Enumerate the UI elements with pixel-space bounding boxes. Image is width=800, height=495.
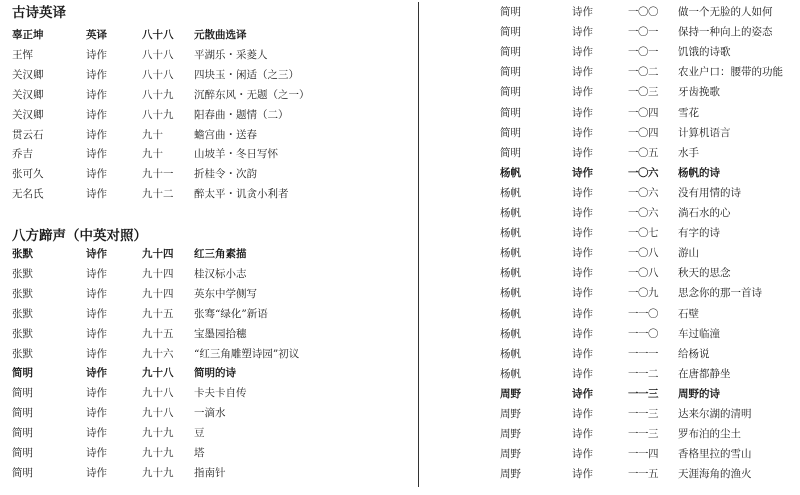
entry-page: 九十六 (142, 347, 174, 360)
entry-title: 计算机语言 (678, 126, 731, 139)
entry-type: 诗作 (86, 108, 107, 121)
entry-author: 周野 (500, 468, 521, 481)
entry-type: 诗作 (86, 148, 107, 161)
entry-author: 简明 (500, 6, 521, 18)
entry-type: 诗作 (572, 6, 593, 18)
entry-author: 杨帆 (500, 166, 521, 179)
entry-title: 张骞“绿化”新语 (194, 307, 268, 320)
entry-page: 八十八 (142, 48, 174, 61)
entry-type: 诗作 (572, 448, 593, 461)
column-divider (418, 2, 419, 487)
entry-page: 一〇一 (628, 46, 658, 59)
entry-author: 简明 (500, 66, 521, 79)
entry-type: 诗作 (86, 287, 107, 300)
entry-page: 九十五 (142, 327, 174, 340)
entry-type: 诗作 (86, 188, 107, 201)
entry-page: 九十八 (142, 367, 174, 380)
entry-type: 诗作 (572, 126, 593, 139)
entry-author: 杨帆 (500, 307, 521, 320)
entry-title: 塔 (194, 447, 205, 459)
entry-author: 杨帆 (500, 287, 521, 300)
entry-title: 农业户口：腰带的功能 (678, 66, 783, 79)
entry-title: 石壁 (678, 307, 699, 320)
entry-page: 九十二 (142, 188, 174, 201)
entry-title: 蟾宫曲・送春 (194, 128, 257, 141)
entry-page: 九十一 (142, 168, 174, 181)
entry-author: 辜正坤 (12, 29, 44, 41)
entry-title: 天涯海角的渔火 (678, 468, 752, 481)
entry-page: 九十 (142, 148, 163, 161)
entry-page: 一一一 (628, 347, 658, 360)
entry-page: 八十九 (142, 108, 174, 121)
entry-author: 贯云石 (12, 128, 44, 141)
entry-type: 诗作 (572, 247, 593, 260)
entry-type: 诗作 (572, 26, 593, 39)
entry-author: 简明 (12, 466, 33, 479)
entry-page: 一一五 (628, 468, 658, 481)
entry-author: 杨帆 (500, 267, 521, 280)
entry-page: 一〇四 (628, 126, 658, 139)
entry-title: 雪花 (678, 106, 699, 119)
entry-author: 简明 (12, 387, 33, 400)
section-heading: 八方蹄声（中英对照） (12, 228, 147, 244)
entry-page: 九十 (142, 128, 163, 141)
entry-page: 八十九 (142, 88, 174, 101)
entry-page: 一〇八 (628, 267, 658, 280)
entry-title: 车过临潼 (678, 327, 720, 340)
entry-author: 简明 (12, 447, 33, 459)
entry-type: 诗作 (572, 166, 593, 179)
entry-title: 英东中学侧写 (194, 287, 257, 300)
entry-type: 诗作 (86, 407, 107, 420)
entry-title: 牙齿挽歌 (678, 86, 720, 99)
entry-title: 红三角素描 (194, 248, 247, 260)
entry-type: 诗作 (572, 66, 593, 79)
entry-type: 诗作 (86, 466, 107, 479)
entry-type: 诗作 (86, 427, 107, 440)
entry-type: 诗作 (572, 146, 593, 159)
entry-author: 无名氏 (12, 188, 44, 201)
entry-type: 诗作 (86, 267, 107, 280)
entry-author: 关汉卿 (12, 88, 44, 101)
entry-author: 关汉卿 (12, 68, 44, 81)
entry-page: 九十九 (142, 427, 174, 440)
entry-author: 张默 (12, 287, 33, 300)
entry-title: 杨帆的诗 (678, 166, 720, 179)
entry-type: 诗作 (572, 307, 593, 320)
entry-type: 诗作 (572, 347, 593, 360)
entry-title: 平湖乐・采菱人 (194, 48, 268, 61)
entry-title: 四块玉・闲适（之三） (194, 68, 299, 81)
entry-type: 诗作 (86, 387, 107, 400)
entry-page: 一〇一 (628, 26, 658, 39)
entry-title: 在唐都静坐 (678, 367, 731, 380)
entry-page: 一〇〇 (628, 6, 658, 18)
entry-title: 游山 (678, 247, 699, 260)
entry-page: 九十五 (142, 307, 174, 320)
entry-type: 诗作 (572, 287, 593, 300)
entry-type: 诗作 (86, 447, 107, 459)
entry-title: 给杨说 (678, 347, 710, 360)
entry-author: 简明 (500, 26, 521, 39)
entry-type: 诗作 (572, 207, 593, 219)
entry-author: 杨帆 (500, 227, 521, 240)
entry-author: 简明 (500, 46, 521, 59)
entry-page: 一〇五 (628, 146, 658, 159)
entry-title: 豆 (194, 427, 205, 440)
entry-author: 杨帆 (500, 347, 521, 360)
entry-author: 王恽 (12, 48, 33, 61)
entry-type: 诗作 (572, 327, 593, 340)
entry-title: 宝墨园拾穗 (194, 327, 247, 340)
entry-page: 一〇二 (628, 66, 658, 79)
entry-author: 周野 (500, 428, 521, 441)
entry-title: 没有用情的诗 (678, 186, 741, 199)
entry-title: 香格里拉的雪山 (678, 448, 752, 461)
entry-page: 九十九 (142, 466, 174, 479)
entry-type: 诗作 (572, 367, 593, 380)
entry-page: 一〇六 (628, 207, 658, 219)
entry-page: 一一〇 (628, 307, 658, 320)
entry-author: 简明 (500, 126, 521, 139)
entry-author: 简明 (500, 106, 521, 119)
entry-type: 诗作 (86, 307, 107, 320)
entry-author: 杨帆 (500, 247, 521, 260)
entry-page: 一〇三 (628, 86, 658, 99)
entry-author: 杨帆 (500, 207, 521, 219)
entry-author: 杨帆 (500, 367, 521, 380)
entry-author: 关汉卿 (12, 108, 44, 121)
entry-type: 诗作 (86, 88, 107, 101)
entry-type: 诗作 (572, 267, 593, 280)
entry-page: 一一四 (628, 448, 658, 461)
entry-type: 诗作 (572, 227, 593, 240)
entry-title: 罗布泊的尘土 (678, 428, 741, 441)
entry-type: 诗作 (86, 327, 107, 340)
entry-type: 诗作 (86, 168, 107, 181)
entry-title: 折桂令・次韵 (194, 168, 257, 181)
entry-page: 九十八 (142, 407, 174, 420)
entry-title: 卡夫卡自传 (194, 387, 247, 400)
entry-title: 思念你的那一首诗 (678, 287, 762, 300)
section-heading: 古诗英译 (12, 5, 66, 21)
entry-title: 周野的诗 (678, 387, 720, 400)
entry-author: 简明 (500, 86, 521, 99)
entry-title: 达来尔湖的清明 (678, 408, 752, 420)
entry-page: 九十四 (142, 267, 174, 280)
entry-page: 一〇六 (628, 166, 658, 179)
entry-page: 九十四 (142, 248, 174, 260)
entry-title: 水手 (678, 146, 699, 159)
entry-author: 张默 (12, 248, 33, 260)
entry-type: 诗作 (86, 68, 107, 81)
entry-title: 简明的诗 (194, 367, 236, 380)
entry-author: 张默 (12, 347, 33, 360)
entry-type: 诗作 (572, 468, 593, 481)
entry-author: 杨帆 (500, 186, 521, 199)
entry-type: 诗作 (86, 248, 107, 260)
entry-type: 诗作 (572, 86, 593, 99)
entry-author: 乔吉 (12, 148, 33, 161)
entry-title: 有字的诗 (678, 227, 720, 240)
entry-author: 简明 (12, 367, 33, 380)
entry-page: 一一二 (628, 367, 658, 380)
entry-page: 一一三 (628, 428, 658, 441)
entry-author: 张默 (12, 307, 33, 320)
entry-title: 秋天的思念 (678, 267, 731, 280)
entry-title: 沉醉东风・无题（之一） (194, 88, 310, 101)
entry-type: 英译 (86, 29, 107, 41)
entry-type: 诗作 (86, 367, 107, 380)
entry-author: 周野 (500, 408, 521, 420)
entry-page: 一一三 (628, 387, 658, 400)
entry-author: 简明 (500, 146, 521, 159)
entry-type: 诗作 (572, 387, 593, 400)
entry-title: 桂汉标小志 (194, 267, 247, 280)
entry-title: 一滴水 (194, 407, 226, 420)
entry-type: 诗作 (572, 186, 593, 199)
entry-page: 一一〇 (628, 327, 658, 340)
entry-type: 诗作 (572, 106, 593, 119)
entry-type: 诗作 (86, 48, 107, 61)
entry-title: “红三角雕塑诗园”初议 (194, 347, 300, 360)
entry-author: 杨帆 (500, 327, 521, 340)
entry-author: 简明 (12, 407, 33, 420)
entry-page: 一〇八 (628, 247, 658, 260)
entry-page: 九十九 (142, 447, 174, 459)
entry-type: 诗作 (572, 408, 593, 420)
entry-title: 醉太平・讥贪小利者 (194, 188, 289, 201)
entry-page: 一〇七 (628, 227, 658, 240)
entry-title: 饥饿的诗歌 (678, 46, 731, 59)
entry-page: 八十八 (142, 68, 174, 81)
entry-author: 周野 (500, 448, 521, 461)
entry-page: 一〇九 (628, 287, 658, 300)
entry-author: 张默 (12, 267, 33, 280)
entry-page: 九十四 (142, 287, 174, 300)
entry-type: 诗作 (86, 128, 107, 141)
entry-author: 张可久 (12, 168, 44, 181)
entry-title: 做一个无脸的人如何 (678, 6, 773, 18)
entry-title: 保持一种向上的姿态 (678, 26, 773, 39)
entry-title: 元散曲选译 (194, 29, 247, 41)
entry-type: 诗作 (86, 347, 107, 360)
entry-page: 八十八 (142, 29, 174, 41)
entry-page: 一一三 (628, 408, 658, 420)
entry-author: 张默 (12, 327, 33, 340)
entry-title: 指南针 (194, 466, 226, 479)
entry-type: 诗作 (572, 46, 593, 59)
entry-type: 诗作 (572, 428, 593, 441)
entry-author: 周野 (500, 387, 521, 400)
entry-title: 山坡羊・冬日写怀 (194, 148, 278, 161)
entry-title: 阳春曲・题情（二） (194, 108, 289, 121)
entry-page: 一〇四 (628, 106, 658, 119)
entry-title: 淌石水的心 (678, 207, 731, 219)
entry-page: 九十八 (142, 387, 174, 400)
entry-author: 简明 (12, 427, 33, 440)
entry-page: 一〇六 (628, 186, 658, 199)
